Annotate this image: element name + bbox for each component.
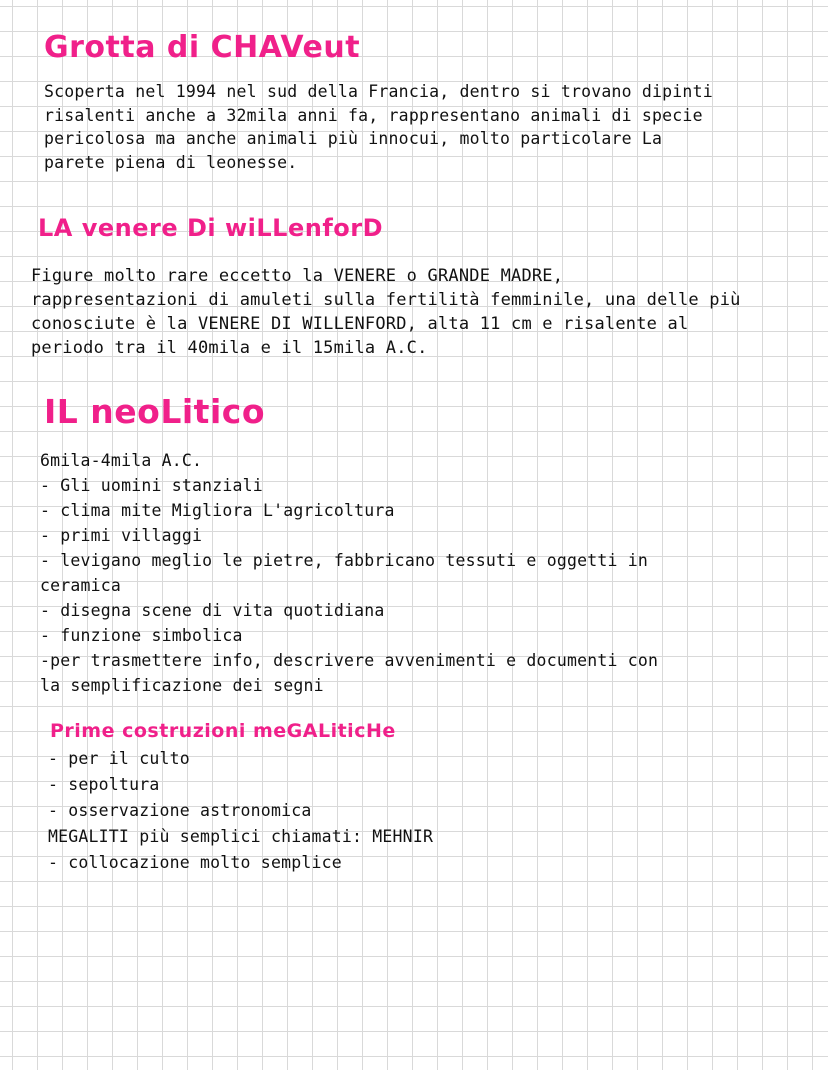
text-line: pericolosa ma anche animali più innocui, molto particolare La: [44, 129, 663, 148]
text-line: - primi villaggi: [40, 526, 203, 545]
text-line: - per il culto: [48, 749, 190, 768]
text-line: ceramica: [40, 576, 122, 595]
text-line: -per trasmettere info, descrivere avvenimenti e documenti con: [40, 651, 659, 670]
section-heading-venere: LA venere Di wiLLenforD: [38, 214, 384, 242]
text-line: Scoperta nel 1994 nel sud della Francia, dentro si trovano dipinti: [44, 82, 713, 101]
text-line: risalenti anche a 32mila anni fa, rappresentano animali di specie: [44, 105, 703, 125]
section-body-venere: [31, 264, 741, 360]
section-body-megalitiche: [48, 746, 433, 876]
section-body-neolitico: [40, 448, 658, 698]
text-line: parete piena di leonesse.: [44, 152, 298, 172]
section-body-grotta: [44, 80, 713, 174]
text-line: periodo tra il 40mila e il 15mila A.C.: [31, 338, 428, 358]
section-heading-grotta: Grotta di CHAVeut: [44, 30, 361, 65]
text-line: MEGALITI più semplici chiamati: MEHNIR: [48, 827, 434, 846]
text-line: - osservazione astronomica: [48, 801, 312, 820]
text-line: - collocazione molto semplice: [48, 853, 342, 872]
text-line: - disegna scene di vita quotidiana: [40, 601, 385, 620]
text-line: la semplificazione dei segni: [40, 676, 324, 695]
text-line: - clima mite Migliora L'agricoltura: [40, 501, 395, 520]
text-line: 6mila-4mila A.C.: [40, 451, 203, 470]
text-line: - sepoltura: [48, 775, 160, 794]
text-line: rappresentazioni di amuleti sulla fertilità femminile, una delle più: [31, 290, 741, 310]
text-line: conosciute è la VENERE DI WILLENFORD, alta 11 cm e risalente al: [31, 314, 689, 334]
section-heading-neolitico: IL neoLitico: [44, 392, 265, 431]
section-heading-megalitiche: Prime costruzioni meGALiticHe: [50, 720, 396, 742]
text-line: Figure molto rare eccetto la VENERE o GRANDE MADRE,: [31, 266, 564, 286]
text-line: - levigano meglio le pietre, fabbricano tessuti e oggetti in: [40, 551, 649, 570]
text-line: - Gli uomini stanziali: [40, 476, 263, 495]
text-line: - funzione simbolica: [40, 626, 243, 645]
